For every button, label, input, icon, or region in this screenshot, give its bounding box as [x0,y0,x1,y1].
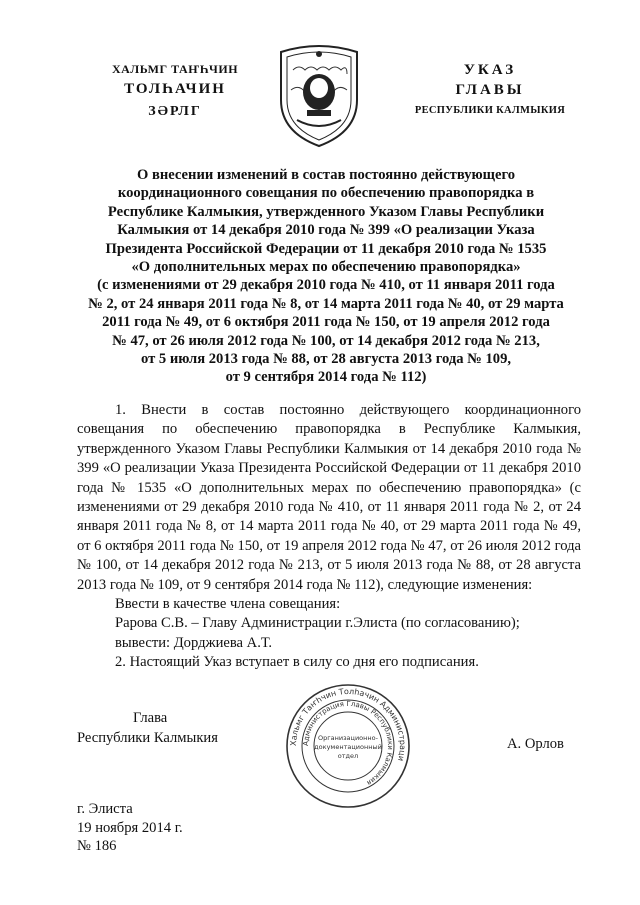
official-stamp [285,683,411,809]
include-intro: Ввести в качестве члена совещания: [115,596,341,613]
signatory-title-line2: Республики Калмыкия [77,730,218,746]
issue-details [77,800,183,856]
title-line: от 9 сентября 2014 года № 112) [225,369,427,386]
item-2-paragraph: 2. Настоящий Указ вступает в силу со дня его подписания. [115,654,479,671]
decree-title [68,166,584,387]
title-line: координационного совещания по обеспечению правопорядка в [117,185,535,202]
signatory-name: А. Орлов [507,736,564,752]
header-kalmyk-title [100,62,250,120]
signatory-title [77,708,218,748]
stamp-center-line2: документационный [314,743,382,751]
stamp-center-line1: Организационно- [317,734,379,742]
remove-line: вывести: Дорджиева А.Т. [115,634,272,651]
title-line: Республике Калмыкия, утвержденного Указом Главы Республики [107,203,545,220]
stamp-inner-text: Администрация Главы Республики Калмыкия [301,699,395,787]
title-line: «О дополнительных мерах по обеспечению правопорядка» [131,259,521,276]
title-line: от 5 июля 2013 года № 88, от 28 августа 2013 года № 109, [140,351,512,368]
title-line: № 2, от 24 января 2011 года № 8, от 14 марта 2011 года № 40, от 29 марта [88,295,564,312]
title-line: Президента Российской Федерации от 11 декабря 2010 года № 1535 [105,240,547,257]
issue-number: № 186 [77,838,117,855]
stamp-outer-text: Хальмг Таҥһчин Толһачин Администраци [288,686,408,762]
header-right-line2: ГЛАВЫ [455,82,525,98]
title-line: № 47, от 26 июля 2012 года № 100, от 14 декабря 2012 года № 213, [112,332,540,349]
issue-city: г. Элиста [77,801,133,817]
title-line: Калмыкия от 14 декабря 2010 года № 399 «О реализации Указа [117,222,535,239]
header-left-line3: ЗӘРЛГ [148,104,202,119]
header-right-line3: РЕСПУБЛИКИ КАЛМЫКИЯ [414,105,566,116]
title-line: (с изменениями от 29 декабря 2010 года № 410, от 11 января 2011 года [97,277,555,294]
stamp-center-line3: отдел [337,752,359,760]
decree-body [77,401,581,673]
signatory-title-line1: Глава [133,710,168,726]
header-russian-title [405,62,575,116]
header-right-line1: УКАЗ [463,62,517,78]
title-line: 2011 года № 49, от 6 октября 2011 года № 150, от 19 апреля 2012 года [102,314,550,331]
issue-date: 19 ноября 2014 г. [77,819,183,836]
include-person: Рарова С.В. – Главу Администрации г.Элиста (по согласованию); [115,615,520,632]
header-left-line1: ХАЛЬМГ ТАҤҺЧИН [111,62,239,76]
title-line: О внесении изменений в состав постоянно действующего [136,167,516,183]
coat-of-arms-emblem [271,40,367,150]
item-1-paragraph: 1. Внести в состав постоянно действующего координационного совещания по обеспечению правопорядка в Республике Калмыкия, утвержденного Указом Главы Республики Калмыкия от 14 декабря 2010 года № 399 «О реализации Указа Президента Российской Федерации от 11 декабря 2010 года № 1535 «О дополнительных мерах по обеспечению правопорядка» (с изменениями от 29 декабря 2010 года № 410, от 11 января 2011 года № 2, от 24 января 2011 года № 8, от 14 марта 2011 года № 40, от 29 марта 2011 года № 49, от 6 октября 2011 года № 150, от 19 апреля 2012 года № 47, от 26 июля 2012 года № 100, от 14 декабря 2012 года № 213, от 5 июля 2013 года № 88, от 28 августа 2013 года № 109, от 9 сентября 2014 года № 112), следующие изменения: [77,402,581,593]
header-left-line2: ТОЛҺАЧИН [124,81,226,97]
